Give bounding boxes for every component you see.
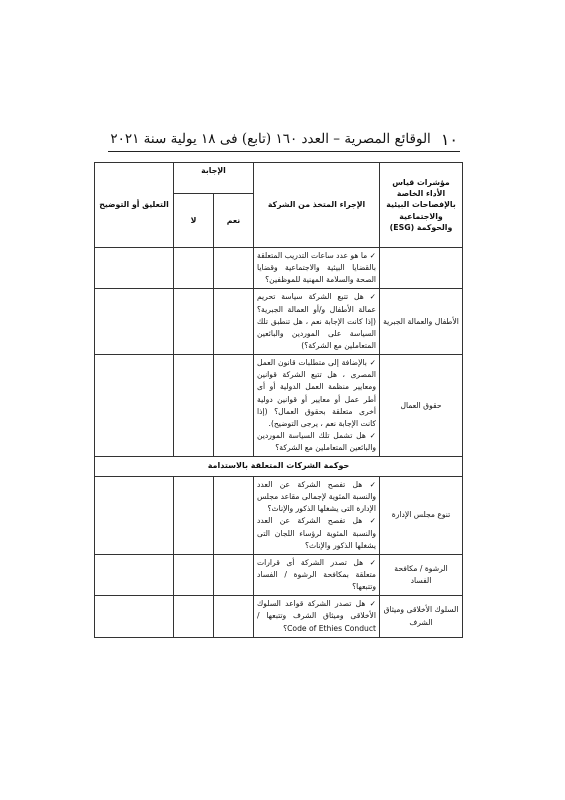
procedure-cell <box>254 248 380 289</box>
section-row <box>95 457 463 477</box>
comment-cell <box>95 554 174 595</box>
procedure-header: الإجراء المتخذ من الشركة <box>254 163 380 248</box>
yes-cell <box>214 355 254 457</box>
indicator-cell: الرشوة / مكافحة الفساد <box>380 554 463 595</box>
comment-cell <box>95 477 174 555</box>
question-text: ✓ هل تصدر الشركة قواعد السلوك الأخلاقى وميثاق الشرف وتتبعها / Code of Ethies Conduct؟ <box>257 599 376 633</box>
question-text: ✓ هل تفصح الشركة عن العدد والنسبة المئوية لرؤساء اللجان التى يشغلها الذكور والإناث؟ <box>257 516 376 550</box>
question-text: ✓ هل تفصح الشركة عن العدد والنسبة المئوية لإجمالى مقاعد مجلس الإدارة التى يشغلها الذكور والإناث؟ <box>257 480 376 514</box>
no-cell <box>174 248 214 289</box>
yes-cell <box>214 596 254 637</box>
yes-cell <box>214 289 254 355</box>
comment-header: التعليق أو التوضيح <box>95 163 174 248</box>
comment-cell <box>95 248 174 289</box>
no-cell <box>174 289 214 355</box>
gazette-title: الوقائع المصرية – العدد ١٦٠ (تابع) فى ١٨ يولية سنة ٢٠٢١ <box>110 131 431 147</box>
table-row <box>95 355 463 457</box>
table-row <box>95 596 463 637</box>
comment-cell <box>95 596 174 637</box>
yes-header: نعم <box>214 194 254 248</box>
page-header <box>110 128 458 150</box>
procedure-cell <box>254 477 380 555</box>
no-cell <box>174 596 214 637</box>
indicator-cell: تنوع مجلس الإدارة <box>380 477 463 555</box>
indicator-cell <box>380 248 463 289</box>
indicators-header: مؤشرات قياس الأداء الخاصة بالإفصاحات البيئية والاجتماعية والحوكمة (ESG) <box>380 163 463 248</box>
answer-header: الإجابة <box>174 163 254 194</box>
table-row <box>95 289 463 355</box>
indicator-cell: الأطفال والعمالة الجبرية <box>380 289 463 355</box>
procedure-cell <box>254 596 380 637</box>
question-text: ✓ هل تتبع الشركة سياسة تحريم عمالة الأطفال و/أو العمالة الجبرية؟ (إذا كانت الإجابة نعم ، هل تنطبق تلك السياسة على الموردين والبائعين المتعاملين مع الشركة؟) <box>257 292 376 350</box>
table-row <box>95 248 463 289</box>
section-title: حوكمة الشركات المتعلقة بالاستدامة <box>95 457 463 477</box>
yes-cell <box>214 477 254 555</box>
question-text: ✓ هل تصدر الشركة أى قرارات متعلقة بمكافحة الرشوة / الفساد وتتبعها؟ <box>257 557 376 592</box>
header-rule <box>108 151 460 152</box>
question-text: ✓ هل تشمل تلك السياسة الموردين والبائعين المتعاملين مع الشركة؟ <box>257 430 376 453</box>
question-text: ✓ بالإضافة إلى متطلبات قانون العمل المصرى ، هل تتبع الشركة قوانين ومعايير منظمة العمل الدولية أو أى أطر عمل أو معايير أو قوانين دولية أخرى متعلقة بحقوق العمال؟ (إذا كانت الإجابة نعم ، يرجى التوضيح). <box>257 358 376 428</box>
comment-cell <box>95 289 174 355</box>
indicator-cell: حقوق العمال <box>380 355 463 457</box>
no-cell <box>174 477 214 555</box>
question-text: ✓ ما هو عدد ساعات التدريب المتعلقة بالقضايا البيئية والاجتماعية وقضايا الصحة والسلامة المهنية للموظفين؟ <box>257 251 376 285</box>
yes-cell <box>214 554 254 595</box>
indicator-cell: السلوك الأخلاقى وميثاق الشرف <box>380 596 463 637</box>
table-row <box>95 554 463 595</box>
no-cell <box>174 554 214 595</box>
header-row <box>95 163 463 194</box>
procedure-cell <box>254 355 380 457</box>
yes-cell <box>214 248 254 289</box>
no-cell <box>174 355 214 457</box>
procedure-cell <box>254 289 380 355</box>
esg-table <box>94 162 463 638</box>
procedure-cell <box>254 554 380 595</box>
page-number: ١٠ <box>440 129 458 149</box>
comment-cell <box>95 355 174 457</box>
table-row <box>95 477 463 555</box>
no-header: لا <box>174 194 214 248</box>
